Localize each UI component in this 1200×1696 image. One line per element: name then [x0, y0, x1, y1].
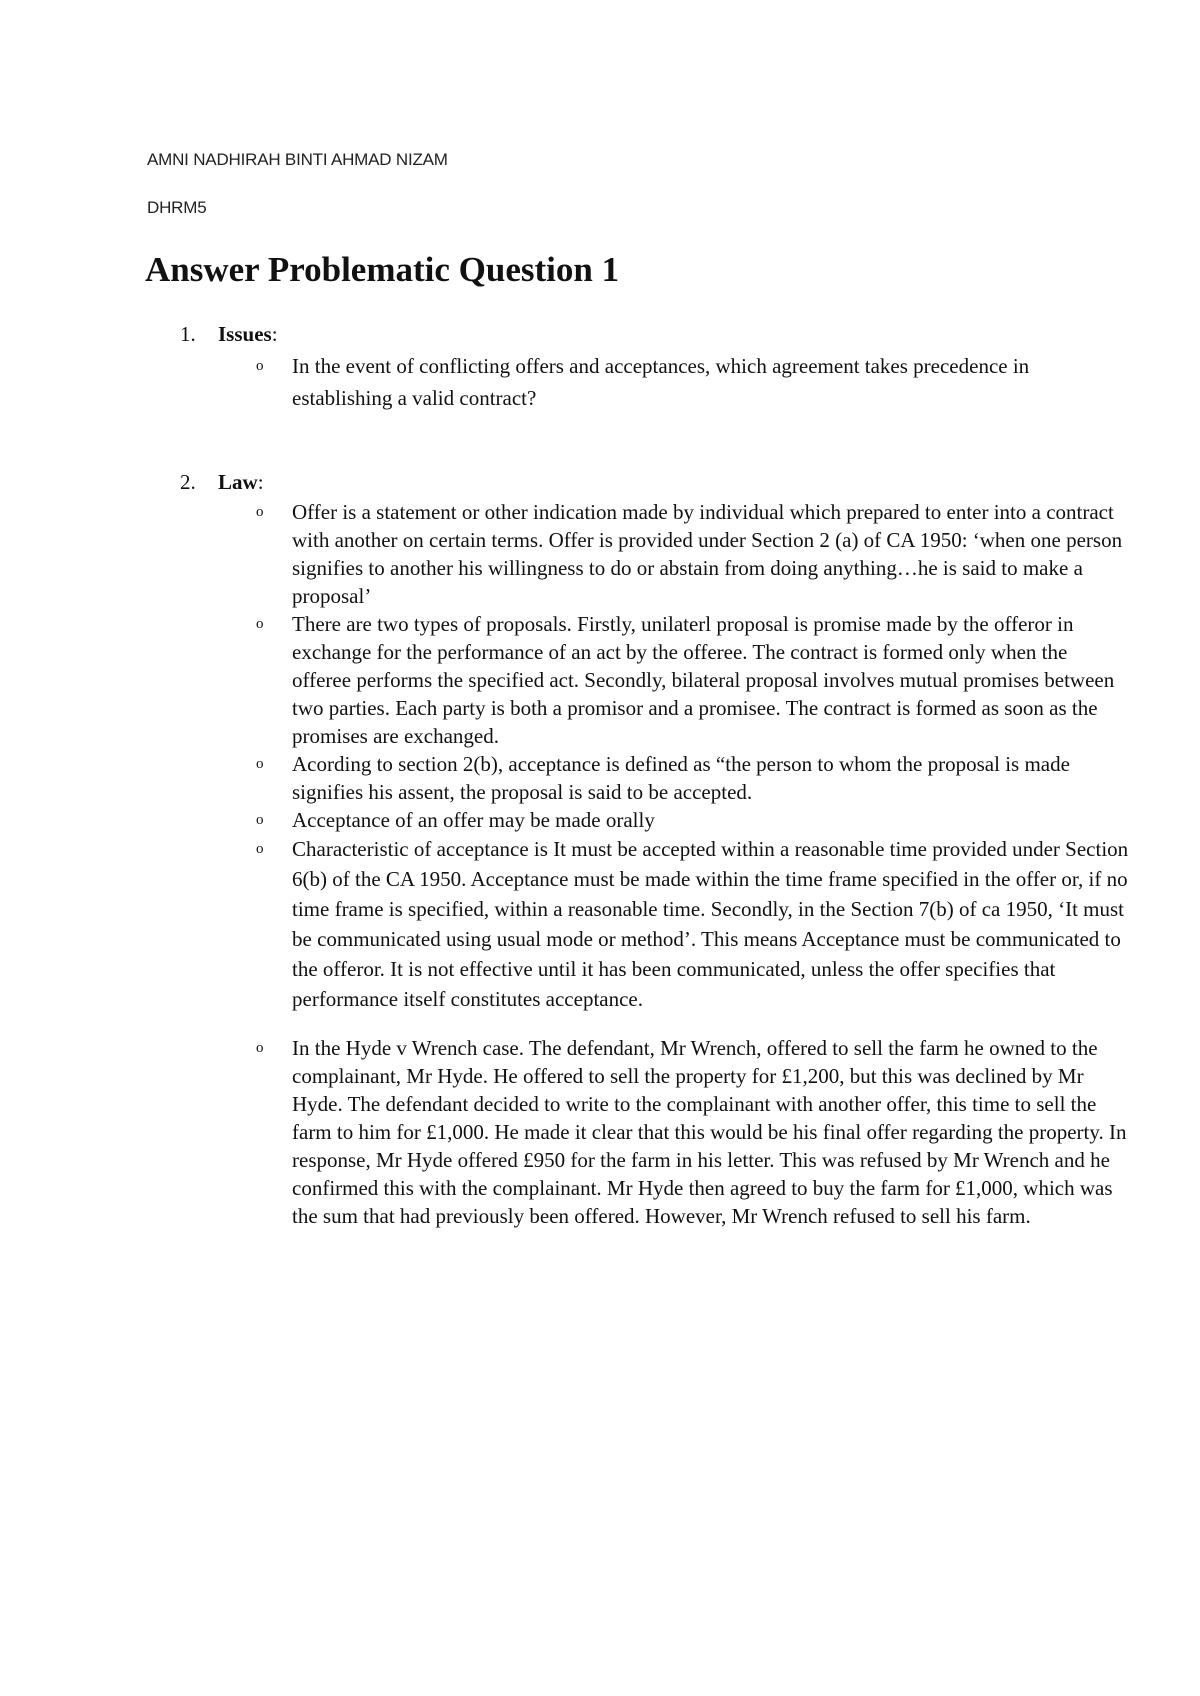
bullet-marker-icon: o: [256, 1040, 264, 1056]
bullet-text: Acceptance of an offer may be made orally: [292, 808, 655, 832]
issues-colon: :: [271, 322, 278, 346]
issues-number: 1.: [180, 322, 196, 346]
law-heading: [180, 466, 1080, 498]
bullet-marker-icon: o: [256, 616, 264, 632]
list-item: [180, 834, 1130, 1014]
bullet-text: In the Hyde v Wrench case. The defendant, Mr Wrench, offered to sell the farm he owned to the complainant, Mr Hyde. He offered to sell the property for £1,200, but this was declined by Mr Hyde. The defendant decided to write to the complainant with another offer, this time to sell the farm to him for £1,000. He made it clear that this would be his final offer regarding the property. In response, Mr Hyde offered £950 for the farm in his letter. This was refused by Mr Wrench and he confirmed this with the complainant. Mr Hyde then agreed to buy the farm for £1,000, which was the sum that had previously been offered. However, Mr Wrench refused to sell his farm.: [292, 1036, 1127, 1228]
list-item: [180, 1034, 1130, 1230]
course-code: DHRM5: [147, 198, 207, 217]
law-section: [180, 466, 1129, 1230]
page-title: Answer Problematic Question 1: [145, 250, 620, 289]
bullet-marker-icon: o: [256, 812, 264, 828]
bullet-marker-icon: o: [256, 504, 264, 520]
law-list: [180, 498, 1129, 1230]
bullet-marker-icon: o: [256, 841, 264, 857]
bullet-text: Acording to section 2(b), acceptance is defined as “the person to whom the proposal is made signifies his assent, the proposal is said to be accepted.: [292, 752, 1070, 804]
law-number: 2.: [180, 470, 196, 494]
list-item: [180, 610, 1130, 750]
issues-section: [180, 318, 1080, 414]
law-colon: :: [257, 470, 264, 494]
issues-heading: [180, 318, 1080, 350]
author-name: AMNI NADHIRAH BINTI AHMAD NIZAM: [147, 150, 448, 169]
bullet-marker-icon: o: [256, 756, 264, 772]
bullet-marker-icon: o: [256, 358, 264, 374]
bullet-text: In the event of conflicting offers and acceptances, which agreement takes precedence in establishing a valid contract?: [292, 354, 1030, 410]
list-item: [180, 750, 1130, 806]
bullet-text: Offer is a statement or other indication made by individual which prepared to enter into a contract with another on certain terms. Offer is provided under Section 2 (a) of CA 1950: ‘when one person signifies to another his willingness to do or abstain from doing anything…he is said to make a proposal’: [292, 500, 1123, 608]
issues-label: Issues: [218, 322, 272, 346]
list-item: [180, 350, 1130, 414]
list-item: [180, 806, 1130, 834]
law-label: Law: [218, 470, 258, 494]
bullet-text: There are two types of proposals. Firstly, unilaterl proposal is promise made by the offeror in exchange for the performance of an act by the offeree. The contract is formed only when the offeree performs the specified act. Secondly, bilateral proposal involves mutual promises between two parties. Each party is both a promisor and a promisee. The contract is formed as soon as the promises are exchanged.: [292, 612, 1115, 748]
issues-list: [180, 350, 1080, 414]
bullet-text: Characteristic of acceptance is It must be accepted within a reasonable time provided under Section 6(b) of the CA 1950. Acceptance must be made within the time frame specified in the offer or, if no time frame is specified, within a reasonable time. Secondly, in the Section 7(b) of ca 1950, ‘It must be communicated using usual mode or method’. This means Acceptance must be communicated to the offeror. It is not effective until it has been communicated, unless the offer specifies that performance itself constitutes acceptance.: [292, 837, 1129, 1011]
list-item: [180, 498, 1130, 610]
